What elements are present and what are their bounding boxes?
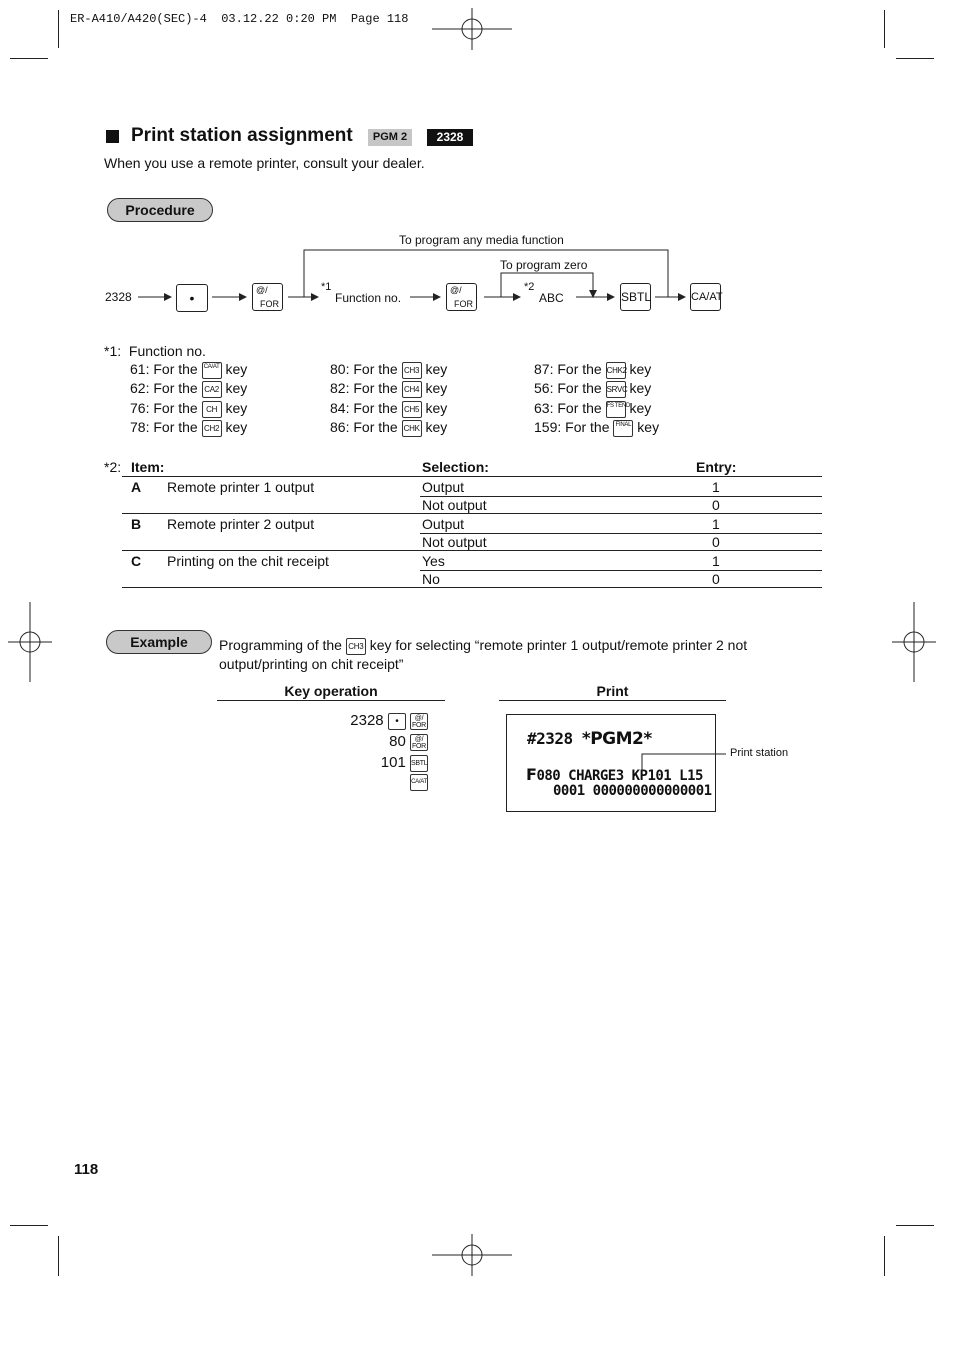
example-text-before: Programming of the: [219, 637, 342, 653]
entry-value: 1: [712, 553, 720, 569]
caat-key-icon: CA/AT: [410, 774, 428, 791]
function-number: 62:: [130, 380, 150, 396]
key-word: key: [425, 380, 448, 396]
selection-value: Output: [422, 479, 465, 495]
entry-value: 1: [712, 479, 720, 495]
for-the-text: For the: [153, 361, 198, 377]
receipt-line-3: 0001 000000000000001: [553, 783, 712, 799]
decimal-key-icon: •: [388, 713, 406, 730]
branch-zero-label: To program zero: [500, 258, 588, 272]
function-notes-heading: *1: Function no.: [104, 343, 206, 359]
entry-value: 0: [712, 497, 720, 513]
for-the-text: For the: [557, 380, 602, 396]
key-word: key: [637, 419, 660, 435]
for-the-text: For the: [153, 419, 198, 435]
key-word: key: [425, 400, 448, 416]
function-key-icon: SRVC: [606, 381, 626, 398]
table-mark: *2:: [104, 459, 122, 475]
function-key-icon: CA2: [202, 381, 222, 398]
function-note-item: [534, 380, 651, 398]
decimal-point-key[interactable]: [176, 284, 208, 312]
key-word: key: [425, 361, 448, 377]
caat-key[interactable]: [690, 283, 721, 311]
function-number: 82:: [330, 380, 350, 396]
registration-mark-bottom: [432, 1234, 512, 1276]
for-key[interactable]: [252, 283, 283, 311]
op-value: 80: [389, 733, 406, 750]
footnote-mark-1: *1: [321, 281, 332, 293]
sbtl-key[interactable]: [620, 283, 651, 311]
ch3-key-icon: CH3: [346, 638, 366, 655]
procedure-label: Procedure: [107, 198, 213, 222]
for-the-text: For the: [557, 400, 602, 416]
procedure-start-code: 2328: [105, 290, 132, 304]
function-note-item: [534, 361, 651, 379]
print-station-leader: [630, 745, 730, 775]
function-number: 87:: [534, 361, 554, 377]
selection-value: Yes: [422, 553, 445, 569]
section-title: Print station assignment: [131, 125, 353, 146]
function-number: 78:: [130, 419, 150, 435]
registration-mark-right: [892, 602, 936, 682]
function-note-item: [330, 419, 447, 437]
function-key-icon: CH2: [202, 420, 222, 437]
function-number: 61:: [130, 361, 150, 377]
example-label: Example: [106, 630, 212, 654]
function-key-icon: CH: [202, 401, 222, 418]
key-label-top: @/: [256, 285, 268, 295]
procedure-flow-lines: [0, 0, 954, 340]
item-description: Printing on the chit receipt: [167, 553, 329, 569]
table-rule: [122, 550, 822, 551]
function-key-icon: FINAL: [613, 420, 633, 437]
op-line-3: [300, 754, 428, 772]
key-operation-rule: [217, 700, 445, 701]
crop-mark: [58, 1236, 59, 1276]
crop-mark: [884, 1236, 885, 1276]
for-the-text: For the: [557, 361, 602, 377]
key-word: key: [629, 400, 652, 416]
for-key-icon: @/ FOR: [410, 734, 428, 751]
crop-mark: [896, 1225, 934, 1226]
branch-media-label: To program any media function: [399, 233, 564, 247]
function-note-item: [330, 380, 447, 398]
key-label: •: [189, 290, 195, 306]
key-word: key: [225, 400, 248, 416]
for-the-text: For the: [565, 419, 610, 435]
op-value: 101: [380, 754, 406, 771]
table-subrule: [420, 570, 822, 571]
op-line-1: [300, 712, 428, 730]
selection-value: Output: [422, 516, 465, 532]
for-the-text: For the: [353, 400, 398, 416]
print-station-label: Print station: [730, 747, 789, 759]
function-number: 56:: [534, 380, 554, 396]
entry-value: 0: [712, 534, 720, 550]
op-line-2: [300, 733, 428, 751]
function-number: 63:: [534, 400, 554, 416]
example-text-after: key for selecting “remote printer 1 output/remote printer 2 not: [369, 637, 748, 653]
item-letter: C: [131, 553, 142, 569]
op-value: 2328: [350, 712, 384, 729]
function-number: 159:: [534, 419, 562, 435]
function-key-icon: FS TEND: [606, 401, 626, 418]
function-note-item: [534, 400, 651, 418]
key-label: CA/AT: [691, 291, 723, 303]
function-number: 86:: [330, 419, 350, 435]
selection-value: No: [422, 571, 440, 587]
pgm-badge: PGM 2: [368, 129, 412, 146]
abc-label: ABC: [539, 291, 564, 305]
for-the-text: For the: [353, 419, 398, 435]
key-word: key: [629, 361, 652, 377]
receipt-pgm: *PGM2*: [581, 729, 652, 749]
for-the-text: For the: [153, 400, 198, 416]
table-rule: [122, 587, 822, 588]
intro-text: When you use a remote printer, consult your dealer.: [104, 155, 425, 171]
function-key-icon: CH3: [402, 362, 422, 379]
item-letter: B: [131, 516, 142, 532]
for-the-text: For the: [353, 361, 398, 377]
key-label-bottom: FOR: [454, 299, 473, 309]
op-line-4: [300, 773, 428, 791]
function-key-icon: CH4: [402, 381, 422, 398]
function-note-item: [330, 400, 447, 418]
code-badge: 2328: [427, 129, 473, 146]
table-rule: [122, 513, 822, 514]
key-word: key: [225, 380, 248, 396]
entry-value: 1: [712, 516, 720, 532]
footnote-mark-2: *2: [524, 281, 535, 293]
table-rule: [122, 476, 822, 477]
function-note-item: [130, 380, 247, 398]
example-text-line2: output/printing on chit receipt”: [219, 656, 404, 672]
crop-mark: [10, 1225, 48, 1226]
sbtl-key-icon: SBTL: [410, 755, 428, 772]
table-header-item: Item:: [131, 459, 165, 475]
table-header-entry: Entry:: [696, 459, 737, 475]
receipt-line-2-text: 080 CHARGE3 KP101 L15: [536, 768, 703, 784]
key-operation-heading: Key operation: [284, 683, 378, 699]
example-description: [219, 636, 747, 674]
key-word: key: [425, 419, 448, 435]
print-rule: [499, 700, 726, 701]
function-no-label: Function no.: [335, 291, 402, 305]
function-note-item: [130, 419, 247, 437]
function-number: 84:: [330, 400, 350, 416]
function-note-item: [534, 419, 659, 437]
key-label-top: @/: [450, 285, 462, 295]
selection-value: Not output: [422, 497, 487, 513]
key-label: SBTL: [621, 290, 652, 304]
function-note-item: [130, 361, 247, 379]
page-number: 118: [74, 1161, 99, 1178]
for-key-icon: @/ FOR: [410, 713, 428, 730]
item-letter: A: [131, 479, 142, 495]
function-key-icon: CH5: [402, 401, 422, 418]
key-label-bottom: FOR: [260, 299, 279, 309]
function-number: 80:: [330, 361, 350, 377]
item-description: Remote printer 1 output: [167, 479, 315, 495]
item-description: Remote printer 2 output: [167, 516, 315, 532]
registration-mark-left: [8, 602, 52, 682]
function-note-item: [130, 400, 247, 418]
for-the-text: For the: [353, 380, 398, 396]
key-word: key: [225, 419, 248, 435]
table-header-selection: Selection:: [422, 459, 489, 475]
function-note-item: [330, 361, 447, 379]
selection-value: Not output: [422, 534, 487, 550]
file-info: ER-A410/A420(SEC)-4 03.12.22 0:20 PM Page 118: [70, 12, 409, 26]
key-word: key: [225, 361, 248, 377]
function-number: 76:: [130, 400, 150, 416]
for-the-text: For the: [153, 380, 198, 396]
receipt-f: F: [526, 765, 537, 784]
function-key-icon: CA/AT: [202, 362, 222, 379]
function-key-icon: CHK: [402, 420, 422, 437]
function-key-icon: CHK2: [606, 362, 626, 379]
print-heading: Print: [596, 683, 629, 699]
for-key-2[interactable]: [446, 283, 477, 311]
receipt-code: #2328: [527, 729, 573, 748]
key-word: key: [629, 380, 652, 396]
entry-value: 0: [712, 571, 720, 587]
